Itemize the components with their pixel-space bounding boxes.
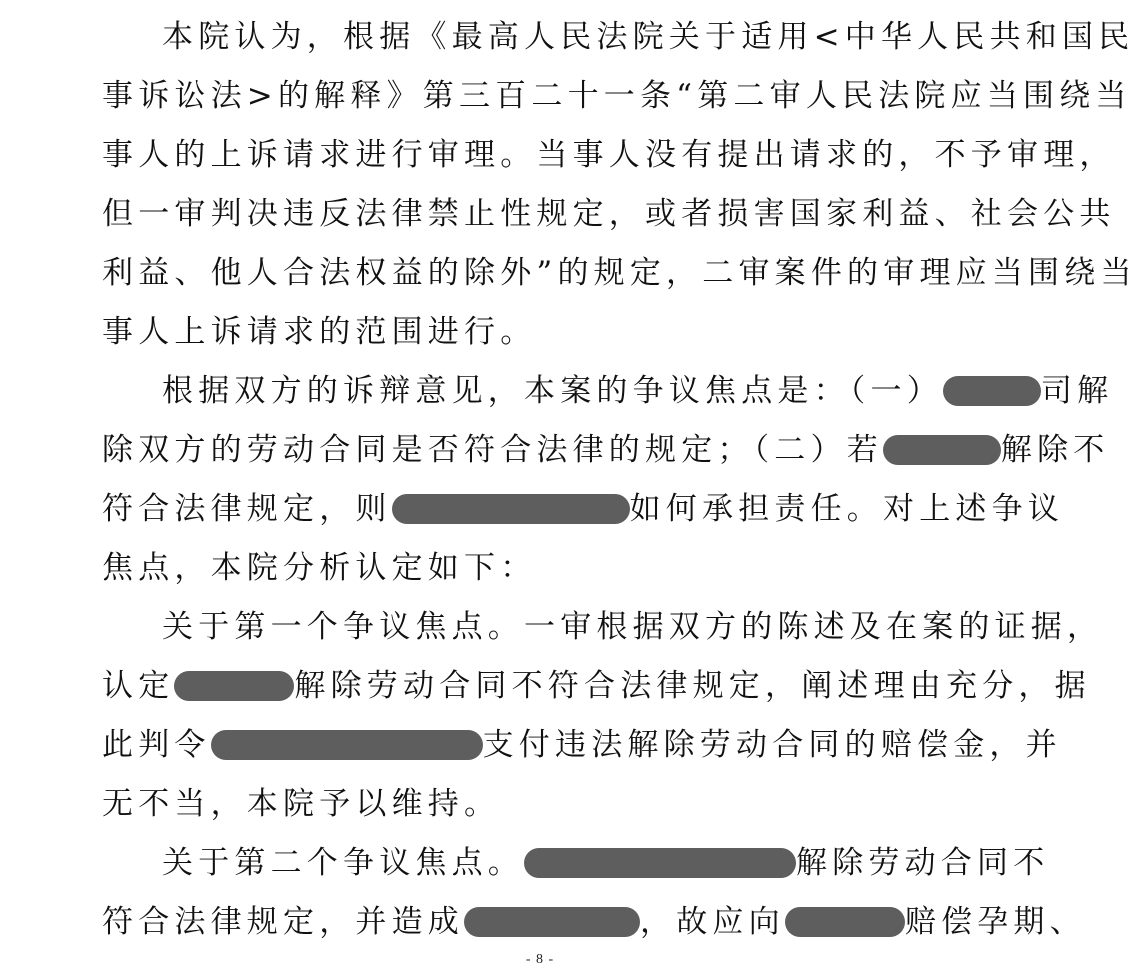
text-segment: 解除劳动合同不 (796, 845, 1050, 881)
paragraph-3-line-2 (102, 665, 1091, 707)
text-segment: ，故应向 (640, 904, 785, 940)
text-segment: 司解 (1040, 373, 1114, 409)
redaction-block (883, 435, 1001, 465)
text-segment: 赔偿孕期、 (904, 904, 1086, 940)
text-segment: 解除劳动合同不符合法律规定，阐述理由充分，据 (294, 668, 1091, 704)
redaction-block (392, 494, 630, 524)
paragraph-1-line-6: 事人上诉请求的范围进行。 (102, 314, 537, 350)
paragraph-1-line-4: 但一审判决违反法律禁止性规定，或者损害国家利益、社会公共 (102, 196, 1116, 232)
text-segment: 根据双方的诉辩意见，本案的争议焦点是：（一） (162, 373, 943, 409)
page-number: - 8 - (525, 952, 555, 967)
paragraph-4-line-2 (102, 901, 1086, 943)
text-segment: 关于第二个争议焦点。 (162, 845, 524, 881)
paragraph-1-line-1: 本院认为，根据《最高人民法院关于适用<中华人民共和国民 (162, 19, 1135, 55)
redaction-block (943, 376, 1041, 406)
text-segment: 认定 (102, 668, 175, 704)
text-segment: 除双方的劳动合同是否符合法律的规定；（二）若 (102, 432, 883, 468)
redaction-block (785, 907, 905, 937)
paragraph-2-line-1 (162, 370, 1114, 412)
paragraph-2-line-2 (102, 429, 1110, 471)
text-segment: 符合法律规定，并造成 (102, 904, 464, 940)
paragraph-4-line-1 (162, 842, 1050, 884)
redaction-block (211, 730, 483, 760)
paragraph-3-line-4: 无不当，本院予以维持。 (102, 786, 501, 822)
paragraph-3-line-3 (102, 724, 1062, 766)
redaction-block (464, 907, 640, 937)
paragraph-2-line-4: 焦点，本院分析认定如下： (102, 550, 537, 586)
paragraph-3-line-1: 关于第一个争议焦点。一审根据双方的陈述及在案的证据， (162, 609, 1104, 645)
paragraph-1-line-3: 事人的上诉请求进行审理。当事人没有提出请求的，不予审理， (102, 137, 1116, 173)
text-segment: 解除不 (1000, 432, 1110, 468)
redaction-block (524, 848, 796, 878)
text-segment: 符合法律规定，则 (102, 491, 392, 527)
text-segment: 支付违法解除劳动合同的赔偿金，并 (482, 727, 1062, 763)
text-segment: 如何承担责任。对上述争议 (629, 491, 1065, 527)
redaction-block (174, 671, 294, 701)
text-segment: 此判令 (102, 727, 211, 763)
paragraph-1-line-5: 利益、他人合法权益的除外”的规定，二审案件的审理应当围绕当 (102, 255, 1137, 291)
paragraph-2-line-3 (102, 488, 1065, 530)
paragraph-1-line-2: 事诉讼法>的解释》第三百二十一条“第二审人民法院应当围绕当 (102, 78, 1132, 114)
